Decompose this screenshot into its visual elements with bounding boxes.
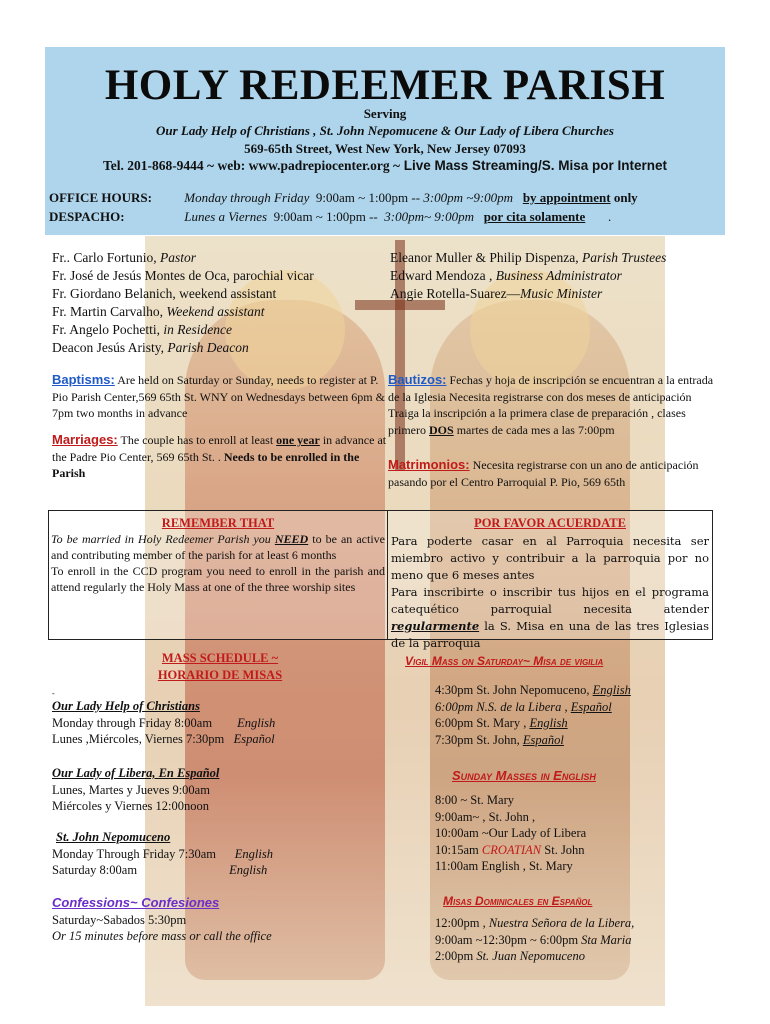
vigil-row: 4:30pm St. John Nepomuceno, English [435,683,631,697]
remember-title-en: REMEMBER THAT [161,516,275,530]
vigil-row: 6:00pm St. Mary , English [435,716,568,730]
confessions-title: Confessions~ Confesiones [52,895,220,910]
clergy-item: Fr. Martin Carvalho, Weekend assistant [52,304,265,319]
header-banner [45,47,725,235]
remember-title-es: POR FAVOR ACUERDATE [474,516,626,530]
baptisms-section [52,372,387,422]
office-hours-am: 9:00am ~ 1:00pm -- [315,190,421,205]
libera-title: Our Lady of Libera, En Español [52,766,220,780]
clergy-item: Deacon Jesús Aristy, Parish Deacon [52,340,249,355]
vigil-title: Vigil Mass on Saturday~ Misa de vigilia [405,654,604,668]
office-hours-row [49,190,638,206]
matrimonios-title: Matrimonios: [388,457,470,472]
staff-item: Angie Rotella-Suarez—Music Minister [390,286,603,301]
marriages-section: Marriages: The couple has to enroll at least one year in advance at the Padre Pio Center, 569 65th St. . Needs to be enrolled in the Parish [52,432,387,480]
libera-schedule: Our Lady of Libera, En Español Lunes, Martes y Jueves 9:00am Miércoles y Viernes 12:00noon [52,765,352,815]
despacho-am: 9:00am ~ 1:00pm -- [273,209,378,224]
remember-english: REMEMBER THAT To be married in Holy Redeemer Parish you NEED to be an active and contributing member of the parish for at least 6 months To enroll in the CCD program you need to enroll in the parish and attend regularly the Holy Mass at one of the three worship sites [51,516,385,594]
clergy-item: Fr. Giordano Belanich, weekend assistant [52,286,277,301]
despacho-days: Lunes a Viernes [184,209,268,224]
office-hours-label: OFFICE HOURS: [49,190,152,205]
sunday-english-schedule: 8:00 ~ St. Mary 9:00am~ , St. John , 10:00am ~Our Lady of Libera 10:15am CROATIAN St. John 11:00am English , St. Mary [435,793,587,873]
staff-item: Edward Mendoza , Business Administrator [390,268,622,283]
mass-schedule-title: MASS SCHEDULE ~ HORARIO DE MISAS [157,651,283,682]
clergy-list [52,249,314,357]
page-title: HOLY REDEEMER PARISH [104,62,666,109]
despacho-row [49,209,611,225]
despacho-pm: 3:00pm~ 9:00pm [384,209,474,224]
staff-item: Eleanor Muller & Philip Dispenza, Parish Trustees [390,250,667,265]
despacho-dot: . [608,209,612,224]
churches-line: Our Lady Help of Christians , St. John Nepomucene & Our Lady of Libera Churches [156,123,614,138]
baptisms-text: Are held on Saturday or Sunday, needs to register at P. Pio Parish Center,569 65th St. WNY on Wednesdays between 6pm & 7pm two months in advance [52,373,385,420]
confessions-schedule: Confessions~ Confesiones Saturday~Sabados 5:30pm Or 15 minutes before mass or call the office [52,895,372,945]
remember-spanish: POR FAVOR ACUERDATE Para poderte casar en al Parroquia necesita ser miembro activo y contribuir a la parroquia por no meno que 6 meses antes Para inscribirte o inscribir tus hijos en el programa catequético parroquial necesita atender regularmente la S. Misa en una de las tres Iglesias de la parroquia [391,516,709,650]
office-hours-only: only [613,190,638,205]
vigil-row: 7:30pm St. John, Español [435,732,564,747]
baptisms-title: Baptisms: [52,372,115,387]
sunday-spanish-schedule: 12:00pm , Nuestra Señora de la Libera, 9:00am ~12:30pm ~ 6:00pm Sta Maria 2:00pm St. Juan Nepomuceno [435,916,635,963]
address-line: 569-65th Street, West New York, New Jersey 07093 [244,141,526,156]
matrimonios-section: Matrimonios: Necesita registrarse con un ano de anticipación pasando por el Centro Parroquial P. Pio, 569 65th [388,457,699,489]
live-stream-link[interactable]: Live Mass Streaming/S. Misa por Internet [399,158,668,173]
vigil-row: 6:00pm N.S. de la Libera , Español [435,699,612,714]
bautizos-section: Bautizos: Fechas y hoja de inscripción se encuentran a la entrada de la Iglesia Necesita registrarse con dos meses de anticipación Traiga la inscripción a la primera clase de preparación , clases primero DOS martes de cada mes a las 7:00pm [388,372,714,437]
sjn-title: St. John Nepomuceno [56,830,171,844]
despacho-cita: por cita solamente [483,209,586,224]
vigil-schedule [435,682,715,748]
staff-list [390,249,666,303]
contact-line [45,158,725,174]
sunday-english-title: Sunday Masses in English [452,768,596,783]
clergy-item: Fr. Angelo Pochetti, in Residence [52,322,232,337]
clergy-item: Fr. José de Jesús Montes de Oca, parochial vicar [52,268,314,283]
sjn-schedule: St. John Nepomuceno Monday Through Friday 7:30am English Saturday 8:00am English [52,829,352,879]
olhc-schedule: - Our Lady Help of Christians Monday through Friday 8:00am English Lunes ,Miércoles, Viernes 7:30pm Español [52,690,352,748]
sunday-spanish-title: Misas Dominicales en Español [443,894,593,908]
remember-box [48,510,713,650]
despacho-label: DESPACHO: [49,209,125,224]
bautizos-title: Bautizos: [388,372,447,387]
clergy-item: Fr.. Carlo Fortunio, Pastor [52,250,197,265]
phone-web-text: Tel. 201-868-9444 ~ web: www.padrepiocenter.org ~ [102,158,400,173]
office-hours-appointment: by appointment [522,190,611,205]
marriages-title: Marriages: [52,432,118,447]
remember-divider [387,511,388,639]
office-hours-days: Monday through Friday [184,190,310,205]
olhc-title: Our Lady Help of Christians [52,699,200,713]
serving-label: Serving [363,106,407,121]
office-hours-pm: 3:00pm ~9:00pm [423,190,514,205]
